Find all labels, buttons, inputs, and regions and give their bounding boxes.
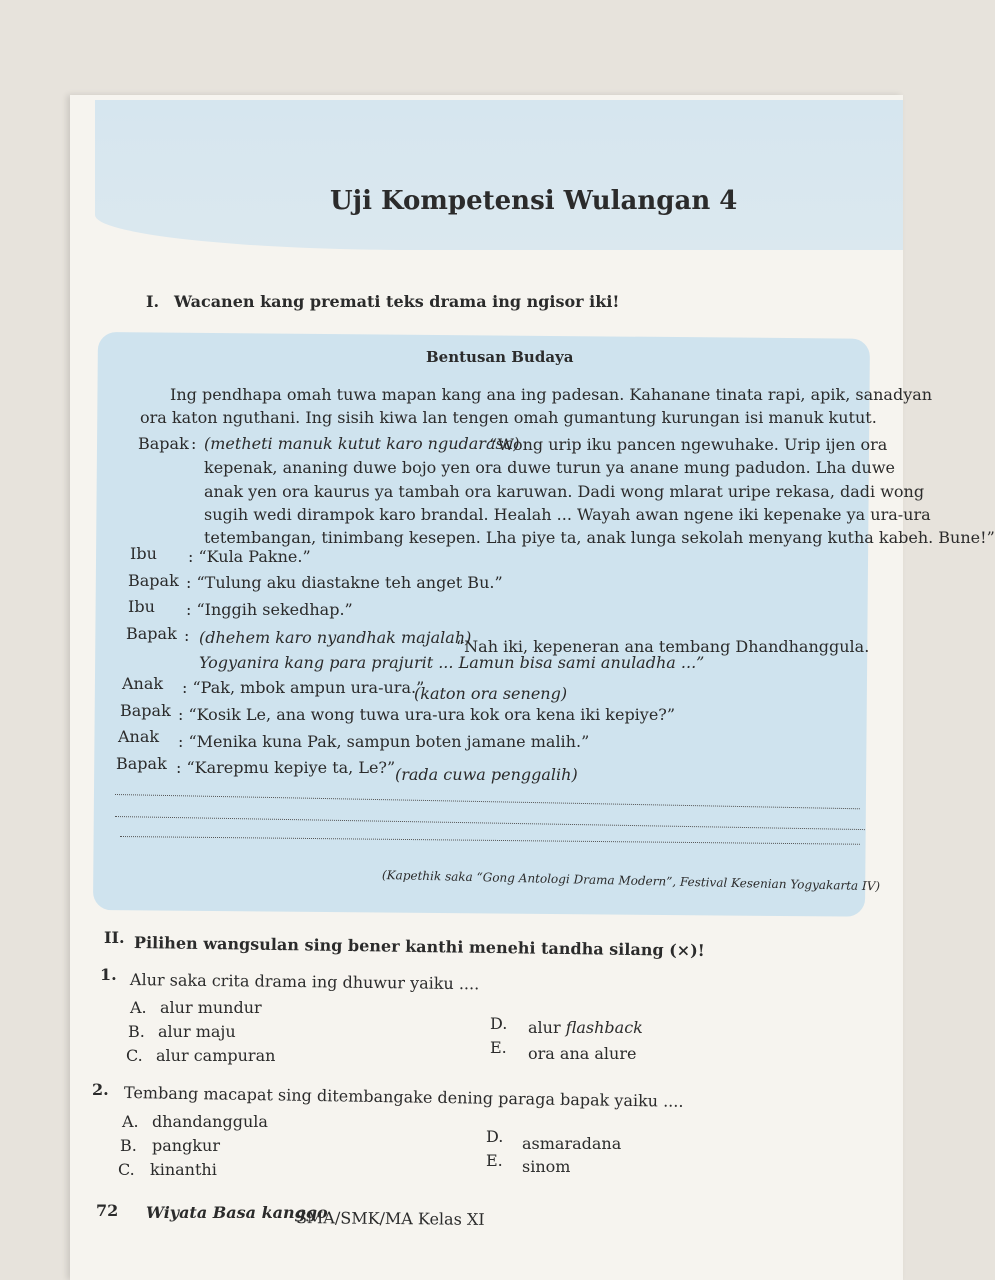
option-text[interactable]: dhandanggula: [152, 1112, 268, 1131]
dialog-text: : “Inggih sekedhap.”: [186, 600, 353, 619]
question-number: 1.: [100, 965, 117, 984]
dialog-text: anak yen ora kaurus ya tambah ora karuwan. Dadi wong mlarat uripe rekasa, dadi wong: [204, 482, 925, 501]
passage-intro-line: Ing pendhapa omah tuwa mapan kang ana ing padesan. Kahanane tinata rapi, apik, sanadyan: [170, 385, 933, 404]
option-text[interactable]: alur maju: [158, 1022, 236, 1041]
dialog-text: “Wong urip iku pancen ngewuhake. Urip ijen ora: [489, 435, 888, 454]
song-lyric: Yogyanira kang para prajurit ... Lamun bisa sami anuladha ...”: [199, 653, 705, 672]
question-text: Tembang macapat sing ditembangake dening paraga bapak yaiku ....: [123, 1083, 684, 1111]
option-text[interactable]: kinanthi: [150, 1160, 217, 1179]
stage-direction: (rada cuwa penggalih): [395, 765, 578, 784]
option-letter[interactable]: A.: [122, 1112, 139, 1131]
dialog-text: : “Kula Pakne.”: [188, 547, 311, 566]
option-text[interactable]: alur campuran: [156, 1046, 276, 1065]
option-text[interactable]: alur flashback: [528, 1018, 643, 1037]
passage-title: Bentusan Budaya: [426, 348, 574, 366]
header-band: [95, 100, 903, 250]
section1-number: I.: [146, 292, 160, 311]
dialog-colon: :: [191, 434, 197, 453]
speaker-label: Anak: [118, 727, 160, 746]
footer-book-subtitle: SMA/SMK/MA Kelas XI: [295, 1208, 485, 1229]
option-text[interactable]: alur mundur: [160, 998, 262, 1017]
passage-intro-line: ora katon nguthani. Ing sisih kiwa lan tengen omah gumantung kurungan isi manuk kutut.: [140, 408, 877, 427]
option-text[interactable]: pangkur: [152, 1136, 220, 1155]
dialog-text: kepenak, ananing duwe bojo yen ora duwe turun ya anane mung padudon. Lha duwe: [204, 458, 896, 477]
option-letter[interactable]: D.: [490, 1014, 508, 1033]
speaker-label: Anak: [122, 674, 164, 693]
question-text: Alur saka crita drama ing dhuwur yaiku ....: [129, 970, 480, 994]
speaker-label: Bapak: [120, 701, 171, 720]
dialog-text: : “Menika kuna Pak, sampun boten jamane malih.”: [178, 732, 590, 751]
option-text[interactable]: asmaradana: [522, 1134, 622, 1153]
page-title: Uji Kompetensi Wulangan 4: [330, 186, 738, 216]
section2-number: II.: [104, 928, 125, 947]
speaker-label: Ibu: [128, 597, 155, 616]
option-letter[interactable]: E.: [490, 1038, 507, 1057]
option-letter[interactable]: C.: [118, 1160, 135, 1179]
speaker-label: Bapak: [138, 434, 189, 453]
stage-direction: (katon ora seneng): [414, 684, 568, 703]
option-letter[interactable]: D.: [486, 1127, 504, 1146]
option-text[interactable]: ora ana alure: [528, 1044, 637, 1063]
stage-direction: (metheti manuk kutut karo ngudarasa): [204, 434, 520, 453]
dialog-text: tetembangan, tinimbang kesepen. Lha piye ta, anak lunga sekolah menyang kutha kabeh. Bune!”: [204, 528, 995, 547]
dialog-text: : “Kosik Le, ana wong tuwa ura-ura kok ora kena iki kepiye?”: [178, 705, 676, 724]
option-letter[interactable]: C.: [126, 1046, 143, 1065]
option-letter[interactable]: B.: [120, 1136, 137, 1155]
dialog-text: : “Karepmu kepiye ta, Le?”: [176, 758, 396, 777]
dialog-text: : “Tulung aku diastakne teh anget Bu.”: [186, 573, 503, 592]
option-letter[interactable]: B.: [128, 1022, 145, 1041]
section2-instruction: Pilihen wangsulan sing bener kanthi menehi tandha silang (×)!: [133, 933, 705, 960]
section1-instruction: Wacanen kang premati teks drama ing ngisor iki!: [174, 292, 620, 311]
dialog-text: : “Pak, mbok ampun ura-ura.”: [182, 678, 425, 697]
option-letter[interactable]: E.: [486, 1151, 503, 1170]
speaker-label: Bapak: [128, 571, 179, 590]
dialog-text: “Nah iki, kepeneran ana tembang Dhandhanggula.: [456, 637, 870, 656]
dialog-colon: :: [184, 626, 190, 645]
speaker-label: Bapak: [116, 754, 167, 773]
speaker-label: Bapak: [126, 624, 177, 643]
speaker-label: Ibu: [130, 544, 157, 563]
page-number: 72: [96, 1201, 119, 1220]
option-text[interactable]: sinom: [522, 1157, 571, 1176]
option-letter[interactable]: A.: [130, 998, 147, 1017]
question-number: 2.: [92, 1080, 109, 1099]
passage-source: (Kapethik saka “Gong Antologi Drama Modern”, Festival Kesenian Yogyakarta IV): [381, 868, 881, 894]
footer-book-title: Wiyata Basa kanggo: [146, 1203, 328, 1222]
dialog-text: sugih wedi dirampok karo brandal. Healah ... Wayah awan ngene iki kepenake ya ura-ura: [204, 505, 931, 524]
stage-direction: (dhehem karo nyandhak majalah): [199, 628, 472, 647]
